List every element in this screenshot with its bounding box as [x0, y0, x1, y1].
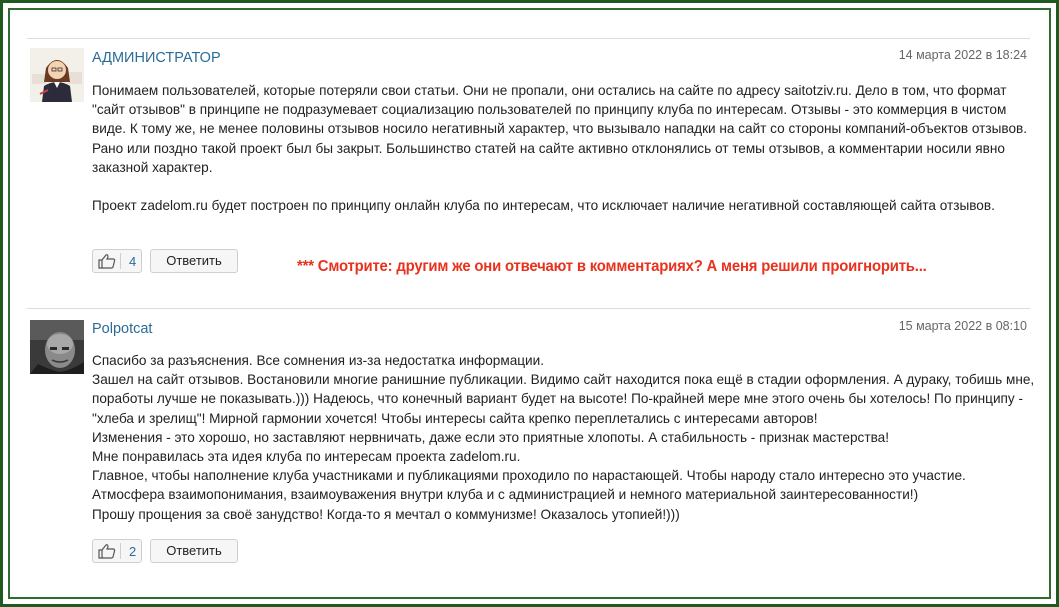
thumbs-up-icon	[97, 543, 121, 559]
avatar-man-photo-icon	[30, 320, 84, 374]
comment-line: Прошу прощения за своё занудство! Когда-то я мечтал о коммунизме! Оказалось утопией!)))	[92, 506, 680, 522]
annotation-text: *** Смотрите: другим же они отвечают в комментариях? А меня решили проигнорить...	[297, 258, 927, 275]
comment-divider	[27, 38, 1030, 39]
comment-date: 15 марта 2022 в 08:10	[898, 319, 1027, 333]
like-button[interactable]	[92, 539, 142, 563]
comment-body	[92, 81, 1037, 215]
comment-line: Изменения - это хорошо, но заставляют нервничать, даже если это приятные хлопоты. А стабильность - признак мастерства!	[92, 429, 889, 445]
comment-divider	[27, 308, 1030, 309]
reply-button[interactable]: Ответить	[150, 539, 238, 563]
comment-line: Спасибо за разъяснения. Все сомнения из-за недостатка информации.	[92, 353, 545, 368]
comment-author[interactable]: Polpotcat	[92, 321, 153, 337]
avatar[interactable]	[30, 48, 84, 102]
comment-paragraph: Понимаем пользователей, которые потеряли свои статьи. Они не пропали, они остались на сайте по адресу saitotziv.ru. Дело в том, что формат "сайт отзывов" в принципе не подразумевает социализацию пользователей по принципу клуба по интересам. Отзывы - это коммерция в чистом виде. К тому же, не менее половины отзывов носило негативный характер, что вызывало нападки на сайт со стороны компаний-объектов отзывов. Рано или поздно такой проект был бы закрыт. Большинство статей на сайте активно отклонялись от темы отзывов, а комментарии носили явно заказной характер.	[92, 83, 1028, 175]
comment-body	[92, 351, 1037, 524]
reply-button[interactable]: Ответить	[150, 249, 238, 273]
like-count: 4	[129, 253, 137, 269]
avatar[interactable]	[30, 320, 84, 374]
like-count: 2	[129, 543, 137, 559]
comment-date: 14 марта 2022 в 18:24	[898, 48, 1027, 62]
comment-paragraph: Проект zadelom.ru будет построен по принципу онлайн клуба по интересам, что исключает наличие негативной составляющей сайта отзывов.	[92, 198, 995, 214]
comment-line: Главное, чтобы наполнение клуба участниками и публикациями проходило по нарастающей. Чтобы народу стало интересно это участие.	[92, 468, 966, 484]
thumbs-up-icon	[97, 253, 121, 269]
like-button[interactable]	[92, 249, 142, 273]
comment-line: Зашел на сайт отзывов. Востановили многие ранишние публикации. Видимо сайт находится пока ещё в стадии оформления. А дураку, тобишь мне, поработы лучше не показывать.))) Надеюсь, что конечный вариант будет на высоте! По-крайней мере мне этого очень бы хотелось! По принципу - "хлеба и зрелищ"! Мирной гармонии хочется! Чтобы интересы сайта крепко переплетались с интересами авторов!	[92, 372, 1035, 426]
comment-line: Атмосфера взаимопонимания, взаимоуважения внутри клуба и с администрацией и немного материальной заинтересованности!)	[92, 487, 919, 503]
avatar-cartoon-woman-icon	[30, 48, 84, 102]
comment-line: Мне понравилась эта идея клуба по интересам проекта zadelom.ru.	[92, 449, 521, 465]
comment-author[interactable]: АДМИНИСТРАТОР	[92, 50, 221, 66]
